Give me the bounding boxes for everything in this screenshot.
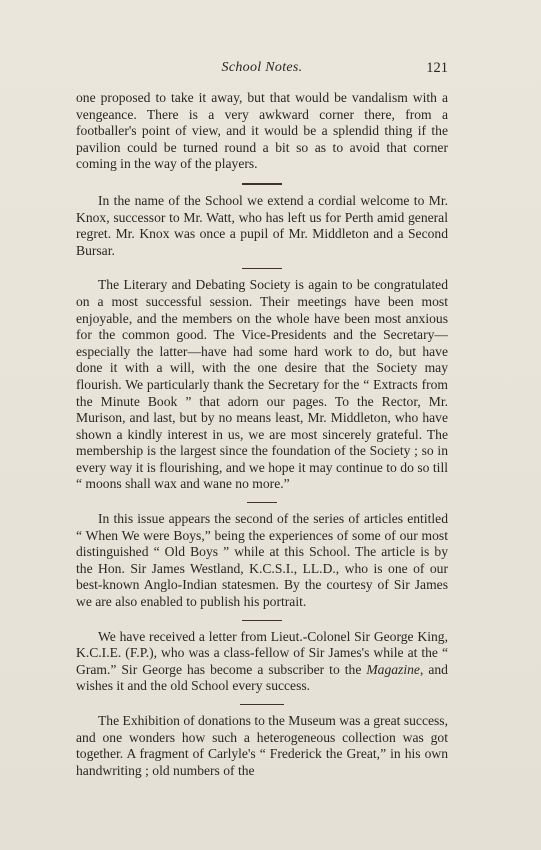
running-title: School Notes. bbox=[221, 60, 303, 75]
section-divider bbox=[240, 704, 284, 705]
paragraph-letter-king bbox=[76, 629, 448, 695]
page-body bbox=[76, 90, 448, 779]
page-number: 121 bbox=[426, 60, 448, 76]
section-divider bbox=[242, 268, 282, 269]
paragraph-museum-exhibition: The Exhibition of donations to the Museum was a great success, and one wonders how such a heterogeneous collection was got together. A fragment of Carlyle's “ Frederick the Great,” in his own handwriting ; old numbers of the bbox=[76, 713, 448, 778]
letter-text-before: We have received a letter from Lieut.-Colonel Sir George King, K.C.I.E. (F.P.), who was a class-fellow of Sir James's while at the “ Gram.” Sir George has become a subscriber to the bbox=[76, 628, 448, 677]
section-divider bbox=[242, 620, 282, 621]
section-divider bbox=[247, 502, 277, 503]
paragraph-pavilion: one proposed to take it away, but that would be vandalism with a vengeance. There is a very awkward corner there, from a footballer's point of view, and it would be a splendid thing if the pavilion could be turned round a bit so as to avoid that corner coming in the way of the players. bbox=[76, 90, 448, 172]
paragraph-when-we-were-boys: In this issue appears the second of the series of articles entitled “ When We were Boys,” being the experiences of some of our most distinguished “ Old Boys ” while at this School. The article is by the Hon. Sir James Westland, K.C.S.I., LL.D., who is one of our best-known Anglo-Indian statesmen. By the courtesy of Sir James we are also enabled to publish his portrait. bbox=[76, 511, 448, 610]
page-header bbox=[76, 60, 448, 80]
letter-text-after: , and wishes it and the old School every success. bbox=[76, 661, 448, 694]
paragraph-literary-society: The Literary and Debating Society is again to be congratulated on a most successful session. Their meetings have been most enjoyable, and the members on the whole have been most anxious for the common good. The Vice-Presidents and the Secretary—especially the latter—have had some hard work to do, but have done it with a will, with the one desire that the Society may flourish. We particularly thank the Secretary for the “ Extracts from the Minute Book ” that adorn our pages. To the Rector, Mr. Murison, and last, but by no means least, Mr. Middleton, who have shown a kindly interest in us, we are most sincerely grateful. The membership is the largest since the foundation of the Society ; so in every way it is flourishing, and we hope it may continue to do so till “ moons shall wax and wane no more.” bbox=[76, 277, 448, 492]
magazine-title: Magazine bbox=[366, 661, 420, 677]
section-divider bbox=[242, 183, 282, 185]
paragraph-welcome-knox: In the name of the School we extend a cordial welcome to Mr. Knox, successor to Mr. Watt, who has left us for Perth amid general regret. Mr. Knox was once a pupil of Mr. Middleton and a Second Bursar. bbox=[76, 192, 448, 258]
